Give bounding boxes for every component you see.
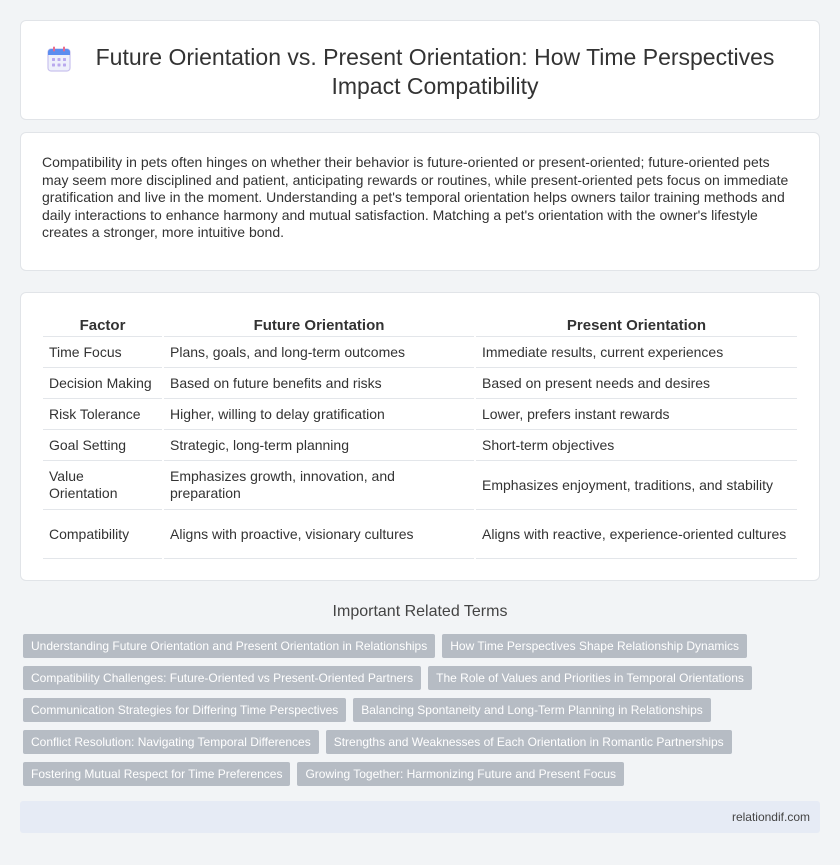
- cell-present: Lower, prefers instant rewards: [476, 399, 797, 430]
- footer-site-link[interactable]: relationdif.com: [731, 810, 810, 824]
- cell-future: Strategic, long-term planning: [164, 430, 474, 461]
- related-term-tag[interactable]: Strengths and Weaknesses of Each Orientation in Romantic Partnerships: [326, 730, 732, 754]
- table-row: [43, 510, 797, 559]
- cell-factor: Value Orientation: [43, 461, 162, 510]
- cell-future: Emphasizes growth, innovation, and preparation: [164, 461, 474, 510]
- intro-paragraph: Compatibility in pets often hinges on whether their behavior is future-oriented or present-oriented; future-oriented pets may seem more disciplined and patient, anticipating rewards or routines, while present-oriented pets focus on immediate gratification and live in the moment. Understanding a pet's temporal orientation helps owners tailor training methods and daily interactions to enhance harmony and mutual satisfaction. Matching a pet's orientation with the owner's lifestyle creates a stronger, more intuitive bond.: [42, 154, 789, 241]
- cell-future: Higher, willing to delay gratification: [164, 399, 474, 430]
- cell-present: Aligns with reactive, experience-oriented cultures: [476, 510, 797, 559]
- cell-factor: Time Focus: [43, 337, 162, 368]
- table-row: [43, 368, 797, 399]
- cell-present: Immediate results, current experiences: [476, 337, 797, 368]
- cell-present: Short-term objectives: [476, 430, 797, 461]
- intro-card: [20, 132, 820, 271]
- header-future-orientation: Future Orientation: [164, 315, 474, 337]
- table-row: [43, 337, 797, 368]
- comparison-table: [41, 315, 799, 559]
- header-present-orientation: Present Orientation: [476, 315, 797, 337]
- related-term-tag[interactable]: Understanding Future Orientation and Present Orientation in Relationships: [23, 634, 435, 658]
- related-term-tag[interactable]: Communication Strategies for Differing Time Perspectives: [23, 698, 346, 722]
- cell-future: Plans, goals, and long-term outcomes: [164, 337, 474, 368]
- header-card: [20, 20, 820, 120]
- footer: [20, 801, 820, 833]
- table-row: [43, 461, 797, 510]
- related-term-tag[interactable]: Conflict Resolution: Navigating Temporal Differences: [23, 730, 319, 754]
- cell-future: Based on future benefits and risks: [164, 368, 474, 399]
- related-term-tag[interactable]: Growing Together: Harmonizing Future and Present Focus: [297, 762, 624, 786]
- related-term-tag[interactable]: Compatibility Challenges: Future-Oriented vs Present-Oriented Partners: [23, 666, 421, 690]
- related-terms-title: Important Related Terms: [332, 603, 508, 620]
- header-factor: Factor: [43, 315, 162, 337]
- cell-factor: Risk Tolerance: [43, 399, 162, 430]
- related-term-tag[interactable]: Fostering Mutual Respect for Time Preferences: [23, 762, 290, 786]
- cell-factor: Goal Setting: [43, 430, 162, 461]
- table-row: [43, 430, 797, 461]
- related-terms-list: [23, 634, 823, 794]
- comparison-table-card: [20, 292, 820, 581]
- cell-future: Aligns with proactive, visionary cultures: [164, 510, 474, 559]
- cell-factor: Compatibility: [43, 510, 162, 559]
- cell-factor: Decision Making: [43, 368, 162, 399]
- related-term-tag[interactable]: The Role of Values and Priorities in Temporal Orientations: [428, 666, 752, 690]
- cell-present: Emphasizes enjoyment, traditions, and stability: [476, 461, 797, 510]
- table-header-row: [43, 315, 797, 337]
- cell-present: Based on present needs and desires: [476, 368, 797, 399]
- related-term-tag[interactable]: How Time Perspectives Shape Relationship Dynamics: [442, 634, 747, 658]
- table-row: [43, 399, 797, 430]
- related-term-tag[interactable]: Balancing Spontaneity and Long-Term Planning in Relationships: [353, 698, 711, 722]
- page-title: Future Orientation vs. Present Orientation: How Time Perspectives Impact Compatibility: [95, 44, 775, 99]
